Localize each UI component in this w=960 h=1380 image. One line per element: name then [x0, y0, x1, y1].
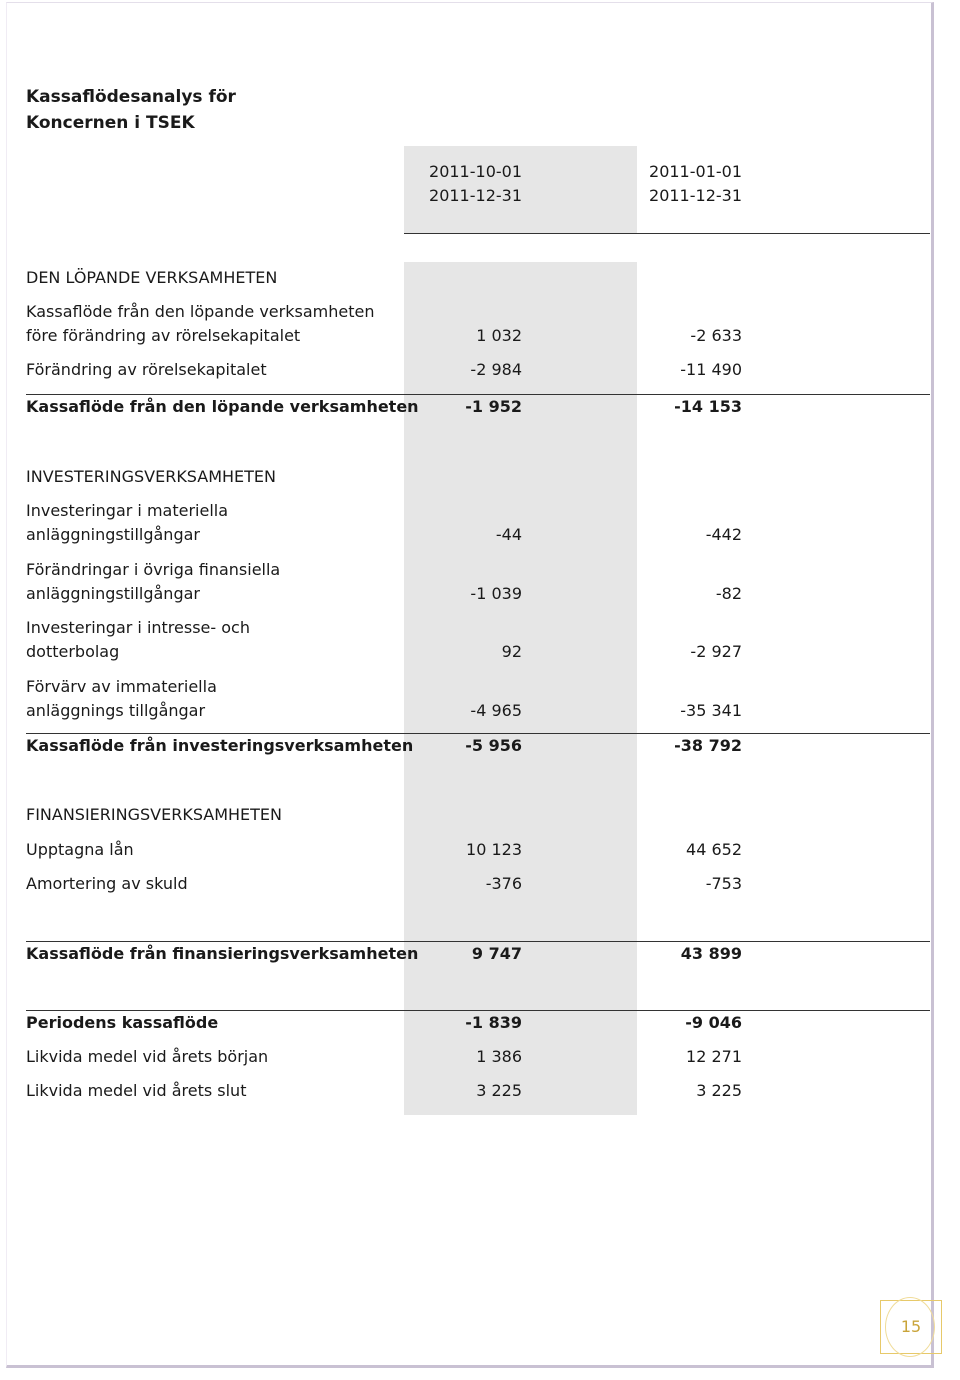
row-value-year: -38 792: [674, 736, 742, 755]
row-label: anläggnings tillgångar: [26, 701, 206, 720]
table-row: [26, 584, 746, 608]
column-header-year-end: 2011-12-31: [649, 186, 742, 205]
page-title-line2: Koncernen i TSEK: [26, 113, 195, 133]
row-label: Investeringar i materiella: [26, 501, 229, 520]
row-value-year: -14 153: [674, 397, 742, 416]
page-number: [880, 1300, 942, 1354]
row-value-q4: -44: [495, 525, 522, 544]
table-row: [26, 840, 746, 864]
table-row: [26, 677, 746, 701]
subtotal-rule: [26, 394, 930, 395]
row-label: dotterbolag: [26, 642, 120, 661]
row-value-year: -9 046: [685, 1013, 742, 1032]
column-header-q4-start: 2011-10-01: [429, 162, 522, 181]
section-heading-operating-label: DEN LÖPANDE VERKSAMHETEN: [26, 268, 278, 287]
row-value-year: 12 271: [686, 1047, 742, 1066]
table-row: [26, 618, 746, 642]
row-value-q4: -5 956: [465, 736, 522, 755]
summary-rule: [26, 1010, 930, 1011]
row-value-year: -2 927: [690, 642, 742, 661]
section-heading-investing-label: INVESTERINGSVERKSAMHETEN: [26, 467, 276, 486]
row-label: Kassaflöde från den löpande verksamheten: [26, 397, 419, 416]
row-value-q4: -1 039: [470, 584, 522, 603]
row-value-q4: 10 123: [466, 840, 522, 859]
subtotal-rule: [26, 733, 930, 734]
row-value-q4: -1 839: [465, 1013, 522, 1032]
row-value-q4: -2 984: [470, 360, 522, 379]
row-label: Förändring av rörelsekapitalet: [26, 360, 267, 379]
table-row: [26, 360, 746, 384]
row-label: Amortering av skuld: [26, 874, 188, 893]
column-header-q4: [400, 160, 522, 208]
table-row: [26, 525, 746, 549]
table-row: [26, 1047, 746, 1071]
row-value-year: -82: [715, 584, 742, 603]
column-header-year: [620, 160, 742, 208]
row-value-q4: -1 952: [465, 397, 522, 416]
table-row: [26, 874, 746, 898]
section-heading-financing-label: FINANSIERINGSVERKSAMHETEN: [26, 805, 283, 824]
row-value-q4: 92: [501, 642, 522, 661]
row-label: anläggningstillgångar: [26, 584, 200, 603]
table-row: [26, 642, 746, 666]
table-row: [26, 302, 746, 326]
row-label: Investeringar i intresse- och: [26, 618, 250, 637]
row-label: Likvida medel vid årets början: [26, 1047, 269, 1066]
row-value-year: -2 633: [690, 326, 742, 345]
row-label: anläggningstillgångar: [26, 525, 200, 544]
row-value-q4: 1 032: [476, 326, 522, 345]
section-heading-financing: [26, 805, 746, 829]
table-row: [26, 560, 746, 584]
row-label: Likvida medel vid årets slut: [26, 1081, 247, 1100]
row-label: Kassaflöde från finansieringsverksamheten: [26, 944, 419, 963]
row-value-q4: 9 747: [471, 944, 522, 963]
table-row-total: [26, 397, 746, 421]
table-row-total: [26, 736, 746, 760]
row-label: Förändringar i övriga finansiella: [26, 560, 281, 579]
column-header-year-start: 2011-01-01: [649, 162, 742, 181]
page-title-line1: Kassaflödesanalys för: [26, 87, 236, 107]
header-rule: [404, 233, 930, 234]
row-value-q4: 3 225: [476, 1081, 522, 1100]
subtotal-rule: [26, 941, 930, 942]
row-label: Periodens kassaflöde: [26, 1013, 219, 1032]
table-row-total: [26, 944, 746, 968]
row-label: Kassaflöde från den löpande verksamheten: [26, 302, 375, 321]
table-row: [26, 701, 746, 725]
row-value-year: -35 341: [680, 701, 742, 720]
section-heading-operating: [26, 268, 746, 292]
row-value-year: 44 652: [686, 840, 742, 859]
table-row-total: [26, 1013, 746, 1037]
table-row: [26, 501, 746, 525]
table-row: [26, 326, 746, 350]
row-value-year: 3 225: [696, 1081, 742, 1100]
row-value-q4: -4 965: [470, 701, 522, 720]
row-label: före förändring av rörelsekapitalet: [26, 326, 301, 345]
row-value-q4: 1 386: [476, 1047, 522, 1066]
row-value-year: -11 490: [680, 360, 742, 379]
column-header-q4-end: 2011-12-31: [429, 186, 522, 205]
section-heading-investing: [26, 467, 746, 491]
row-value-year: 43 899: [680, 944, 742, 963]
row-value-year: -442: [705, 525, 742, 544]
row-label: Kassaflöde från investeringsverksamheten: [26, 736, 414, 755]
row-label: Förvärv av immateriella: [26, 677, 217, 696]
page-title: [26, 84, 236, 136]
row-value-q4: -376: [485, 874, 522, 893]
table-row: [26, 1081, 746, 1105]
row-label: Upptagna lån: [26, 840, 134, 859]
row-value-year: -753: [705, 874, 742, 893]
page-number-label: 15: [900, 1317, 922, 1336]
